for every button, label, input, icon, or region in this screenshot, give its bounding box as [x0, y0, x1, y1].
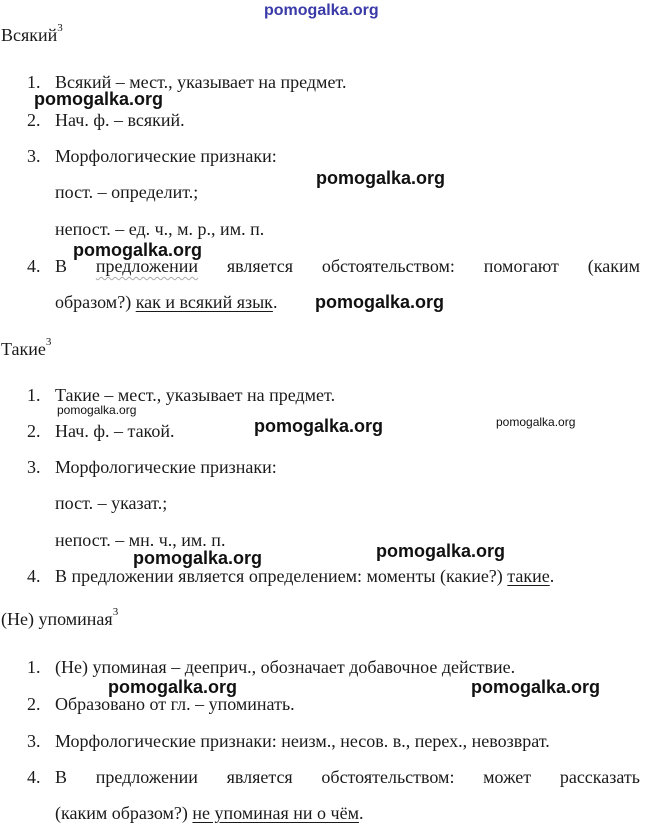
list-item-text: Всякий – мест., указывает на предмет.	[55, 72, 347, 92]
footnote-marker: 3	[112, 606, 119, 618]
word: помогают	[483, 256, 559, 276]
word: (каким	[587, 256, 640, 276]
punctuation: .	[272, 292, 278, 312]
list-number: 3.	[27, 731, 41, 751]
watermark: pomogalka.org	[315, 292, 445, 312]
list-item-text: Образовано от гл. – упоминать.	[55, 694, 295, 714]
section-heading-ne-upominaya	[1, 606, 119, 630]
list-item-text: Нач. ф. – такой.	[55, 421, 175, 441]
word: является	[226, 767, 293, 787]
section-title: (Не) упоминая	[1, 609, 113, 629]
list-item-text: Морфологические признаки: неизм., несов. в., перех., невозврат.	[55, 731, 550, 751]
watermark: pomogalka.org	[34, 89, 164, 109]
punctuation: .	[358, 803, 364, 823]
list-number: 4.	[27, 767, 41, 787]
list-subline: пост. – определит.;	[55, 182, 199, 202]
watermark-small: pomogalka.org	[496, 415, 576, 429]
section-heading-takie	[1, 336, 52, 360]
section-title: Всякий	[1, 25, 58, 45]
word: обстоятельством:	[321, 256, 455, 276]
word: обстоятельством:	[321, 767, 455, 787]
underlined-word: такие	[507, 566, 550, 586]
list-item-continuation	[55, 803, 363, 824]
list-number: 2.	[27, 110, 41, 130]
watermark: pomogalka.org	[376, 541, 506, 561]
list-item-text: Морфологические признаки:	[55, 457, 277, 477]
watermark-small: pomogalka.org	[57, 403, 137, 417]
section-title: Такие	[1, 339, 46, 359]
word: В	[55, 256, 68, 276]
plain-text: образом?)	[55, 292, 136, 312]
list-subline: пост. – указат.;	[55, 493, 168, 513]
list-subline: непост. – ед. ч., м. р., им. п.	[55, 219, 265, 239]
word: предложении	[95, 767, 198, 787]
list-number: 4.	[27, 256, 41, 276]
watermark: pomogalka.org	[73, 240, 203, 260]
footnote-marker: 3	[45, 336, 52, 348]
plain-text: (каким образом?)	[55, 803, 193, 823]
word: предложении	[95, 256, 199, 276]
list-number: 1.	[27, 657, 41, 677]
list-item-text: Такие – мест., указывает на предмет.	[55, 385, 336, 405]
list-number: 1.	[27, 72, 41, 92]
list-number: 3.	[27, 457, 41, 477]
watermark: pomogalka.org	[254, 416, 384, 436]
list-item-continuation	[55, 292, 277, 313]
list-number: 2.	[27, 694, 41, 714]
plain-text: В предложении является определением: моменты (какие?)	[55, 566, 508, 586]
watermark: pomogalka.org	[316, 168, 446, 188]
footnote-marker: 3	[57, 22, 63, 34]
watermark-top: pomogalka.org	[264, 2, 379, 19]
list-number: 4.	[27, 566, 41, 586]
list-number: 2.	[27, 421, 41, 441]
underlined-phrase: не упоминая ни о чём	[192, 803, 359, 823]
list-item-text: Морфологические признаки:	[55, 146, 277, 166]
list-item-text: Нач. ф. – всякий.	[55, 110, 185, 130]
word: В	[55, 767, 68, 787]
list-subline: непост. – мн. ч., им. п.	[55, 530, 226, 550]
watermark: pomogalka.org	[133, 548, 263, 568]
section-heading-vsyakiy	[1, 22, 63, 46]
watermark: pomogalka.org	[471, 677, 601, 697]
punctuation: .	[549, 566, 555, 586]
list-item-justified-line	[55, 767, 640, 788]
word: может	[483, 767, 532, 787]
list-item-text: (Не) упоминая – дееприч., обозначает добавочное действие.	[55, 657, 516, 677]
list-number: 3.	[27, 146, 41, 166]
list-item-text	[55, 566, 554, 587]
watermark: pomogalka.org	[108, 677, 238, 697]
list-number: 1.	[27, 385, 41, 405]
word: является	[226, 256, 294, 276]
underlined-phrase: как и всякий язык	[135, 292, 273, 312]
word: рассказать	[559, 767, 640, 787]
